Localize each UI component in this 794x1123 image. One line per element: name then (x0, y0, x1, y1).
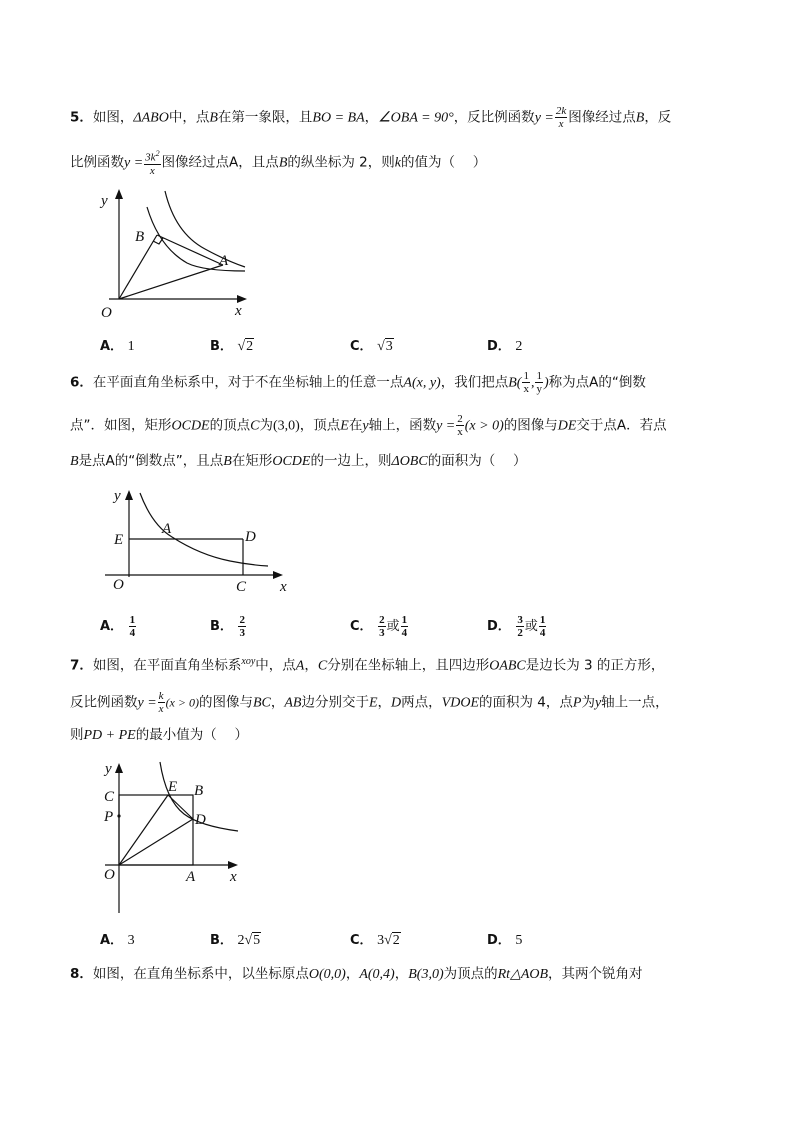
q7-label-A: A (186, 869, 196, 885)
q5-option-b[interactable]: B． √2 (210, 339, 254, 354)
fraction: $\frac{1}{y}$ (536, 370, 542, 395)
q6-option-a[interactable]: A． $\frac{1}{4}$ (100, 614, 136, 639)
q6-label-A: A (162, 521, 172, 537)
q6-label-y: y (114, 488, 121, 504)
q7-option-b[interactable]: B． 2√5 (210, 933, 261, 948)
q7-option-d[interactable]: D． 5 (487, 933, 523, 948)
q7-label-D: D (195, 812, 206, 828)
q5-option-a[interactable]: A． 1 (100, 339, 135, 354)
q7-line1: 7．如图，在平面直角坐标系$^{xoy}$中，点A，C分别在坐标轴上，且四边形OABC是边长为 3 的正方形， (70, 656, 665, 674)
q6-label-O: O (113, 577, 124, 593)
q7-label-B: B (194, 783, 204, 799)
q5-label-y: y (101, 193, 108, 209)
q8-line1: 8．如图，在直角坐标系中，以坐标原点O(0,0)，A(0,4)，B(3,0)为顶点的Rt△AOB，其两个锐角对 (70, 966, 643, 982)
q7-label-C: C (104, 789, 115, 805)
q5-option-d[interactable]: D． 2 (487, 339, 523, 354)
q6-option-b[interactable]: B． $\frac{2}{3}$ (210, 614, 245, 639)
q5-line1: 5．如图，ΔABO中，点B在第一象限，且BO = BA，∠OBA = 90°，反比例函数y = $\frac{2k}{x}$ 图像经过点B，反 (70, 105, 672, 130)
q7-segment-OD (119, 819, 193, 865)
q5-label-B: B (135, 229, 145, 245)
q6-line3: B是点A的“倒数点”，且点B在矩形OCDE的一边上，则ΔOBC的面积为（ ） (70, 453, 527, 469)
fraction: $\frac{2}{x}$ (457, 413, 463, 438)
fraction: $\frac{k}{x}$ (158, 690, 164, 715)
q7-label-x: x (230, 869, 237, 885)
fraction: $\frac{1}{x}$ (523, 370, 529, 395)
q7-label-O: O (104, 867, 115, 883)
q6-label-E: E (114, 532, 124, 548)
q7-option-a[interactable]: A． 3 (100, 933, 135, 948)
q7-figure (100, 758, 250, 916)
q7-point-P (117, 814, 120, 817)
q7-option-c[interactable]: C． 3√2 (350, 933, 400, 948)
q5-segment-BA (157, 235, 223, 265)
q5-option-c[interactable]: C． √3 (350, 339, 393, 354)
q7-segment-OE (119, 795, 168, 865)
q7-label-E: E (168, 779, 178, 795)
q6-label-x: x (280, 579, 287, 595)
q6-option-d[interactable]: D． $\frac{3}{2}$ 或 $\frac{1}{4}$ (487, 614, 546, 639)
q7-segment-ED (168, 795, 193, 819)
q5-number: 5． (70, 109, 93, 126)
q5-label-A: A (219, 253, 229, 269)
q6-label-D: D (245, 529, 256, 545)
q5-segment-OA (119, 265, 223, 299)
q7-line2: 反比例函数y = $\frac{k}{x}$ (x > 0)的图像与BC，AB边分别交于E，D两点，VDOE的面积为 4，点P为y轴上一点， (70, 690, 669, 715)
q7-line3: 则PD + PE的最小值为（ ） (70, 727, 249, 743)
q7-square-OABC (119, 795, 193, 865)
q8-number: 8． (70, 966, 93, 982)
fraction: $\frac{3k^2}{x}$ (145, 149, 160, 177)
q5-label-O: O (101, 305, 112, 320)
q6-line1: 6．在平面直角坐标系中，对于不在坐标轴上的任意一点A(x, y)，我们把点B( $\frac{1}{x}$ , $\frac{1}{y}$ )称为点A的“倒数 (70, 370, 646, 395)
q7-number: 7． (70, 657, 93, 674)
q6-line2: 点”．如图，矩形OCDE的顶点C为(3,0)，顶点E在y轴上，函数y = $\frac{2}{x}$ (x > 0)的图像与DE交于点A．若点 (70, 413, 667, 438)
fraction: $\frac{2k}{x}$ (555, 105, 567, 130)
q7-label-y: y (105, 761, 112, 777)
q5-line2: 比例函数y = $\frac{3k^2}{x}$ 图像经过点A，且点B的纵坐标为 2，则k的值为（ ） (70, 149, 487, 177)
q6-option-c[interactable]: C． $\frac{2}{3}$ 或 $\frac{1}{4}$ (350, 614, 408, 639)
q6-figure (100, 485, 300, 597)
q5-figure (95, 185, 265, 320)
q7-label-P: P (104, 809, 114, 825)
q6-label-C: C (236, 579, 247, 595)
q5-label-x: x (235, 303, 242, 319)
q6-number: 6． (70, 374, 93, 391)
